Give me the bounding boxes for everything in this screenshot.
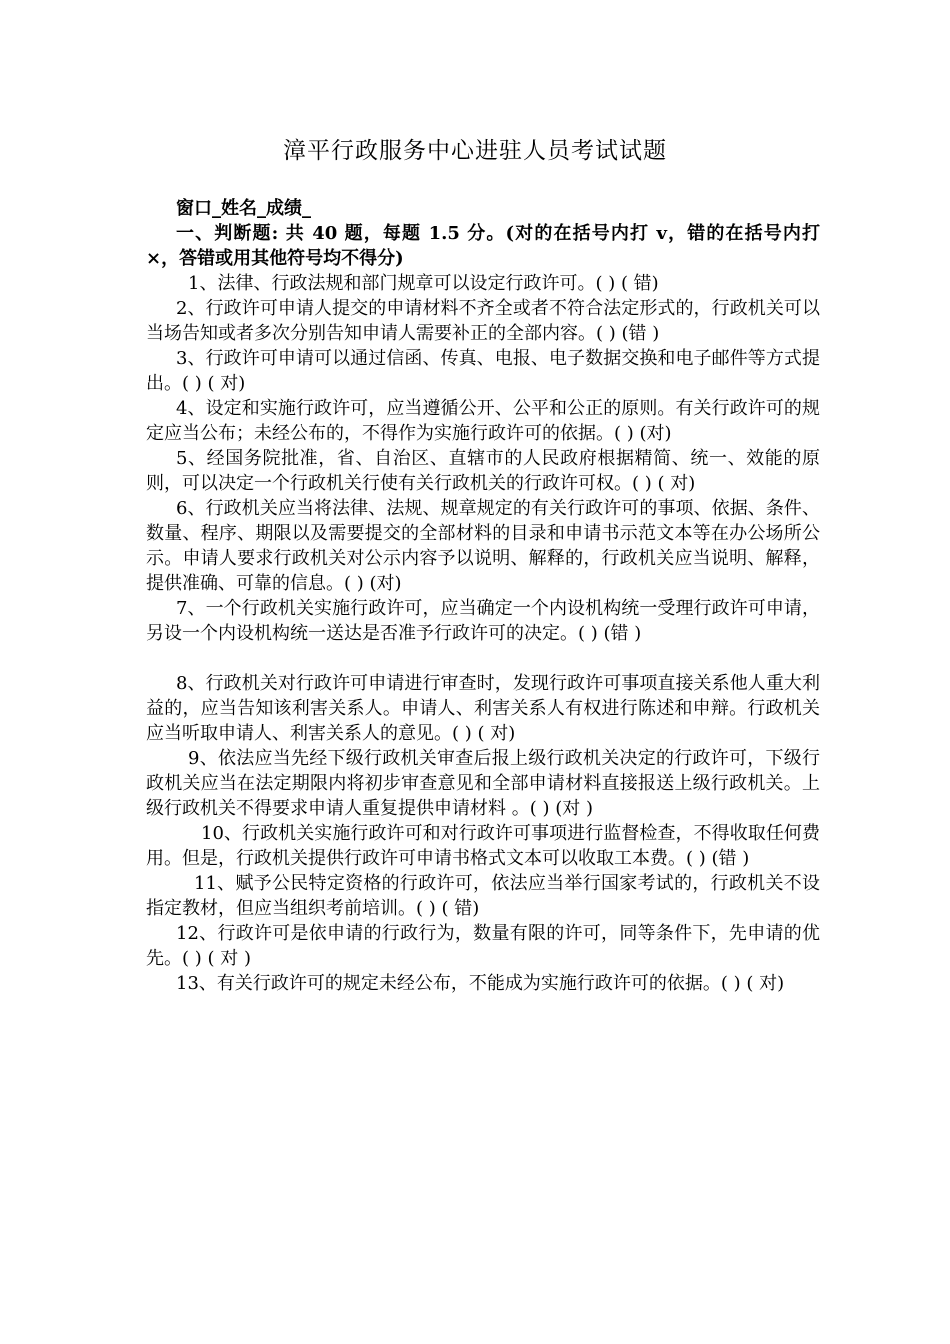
section-heading: 一、判断题: 共 40 题，每题 1.5 分。(对的在括号内打 v，错的在括号内打 ×，答错或用其他符号均不得分) — [146, 223, 820, 269]
question-5: 5、经国务院批准，省、自治区、直辖市的人民政府根据精简、统一、效能的原则，可以决定一个行政机关行使有关行政机关的行政许可权。( ) ( 对) — [146, 448, 820, 494]
question-10: 10、行政机关实施行政许可和对行政许可事项进行监督检查，不得收取任何费用。但是，行政机关提供行政许可申请书格式文本可以收取工本费。( ) (错 ) — [146, 823, 820, 869]
question-12: 12、行政许可是依申请的行政行为，数量有限的许可，同等条件下，先申请的优先。( ) ( 对 ) — [146, 923, 820, 969]
document-body — [146, 196, 820, 996]
question-3: 3、行政许可申请可以通过信函、传真、电报、电子数据交换和电子邮件等方式提出。( ) ( 对) — [146, 348, 820, 394]
question-13: 13、有关行政许可的规定未经公布，不能成为实施行政许可的依据。( ) ( 对) — [176, 973, 785, 994]
candidate-info-line: 窗口_姓名_成绩_ — [176, 198, 311, 219]
question-2: 2、行政许可申请人提交的申请材料不齐全或者不符合法定形式的，行政机关可以当场告知或者多次分别告知申请人需要补正的全部内容。( ) (错 ) — [146, 298, 820, 344]
blank-line — [146, 646, 820, 671]
question-9: 9、依法应当先经下级行政机关审查后报上级行政机关决定的行政许可，下级行政机关应当在法定期限内将初步审查意见和全部申请材料直接报送上级行政机关。上级行政机关不得要求申请人重复提供申请材料 。( ) (对 ) — [146, 748, 820, 819]
question-1: 1、法律、行政法规和部门规章可以设定行政许可。( ) ( 错) — [188, 273, 659, 294]
question-6: 6、行政机关应当将法律、法规、规章规定的有关行政许可的事项、依据、条件、数量、程序、期限以及需要提交的全部材料的目录和申请书示范文本等在办公场所公示。申请人要求行政机关对公示内容予以说明、解释的，行政机关应当说明、解释，提供准确、可靠的信息。( ) (对) — [146, 498, 820, 594]
question-4: 4、设定和实施行政许可，应当遵循公开、公平和公正的原则。有关行政许可的规定应当公布；未经公布的，不得作为实施行政许可的依据。( ) (对) — [146, 398, 820, 444]
page-title: 漳平行政服务中心进驻人员考试试题 — [283, 138, 667, 164]
question-8: 8、行政机关对行政许可申请进行审查时，发现行政许可事项直接关系他人重大利益的，应当告知该利害关系人。申请人、利害关系人有权进行陈述和申辩。行政机关应当听取申请人、利害关系人的意见。( ) ( 对) — [146, 673, 820, 744]
question-7: 7、一个行政机关实施行政许可，应当确定一个内设机构统一受理行政许可申请，另设一个内设机构统一送达是否准予行政许可的决定。( ) (错 ) — [146, 598, 820, 644]
question-11: 11、赋予公民特定资格的行政许可，依法应当举行国家考试的，行政机关不设指定教材，但应当组织考前培训。( ) ( 错) — [146, 873, 820, 919]
